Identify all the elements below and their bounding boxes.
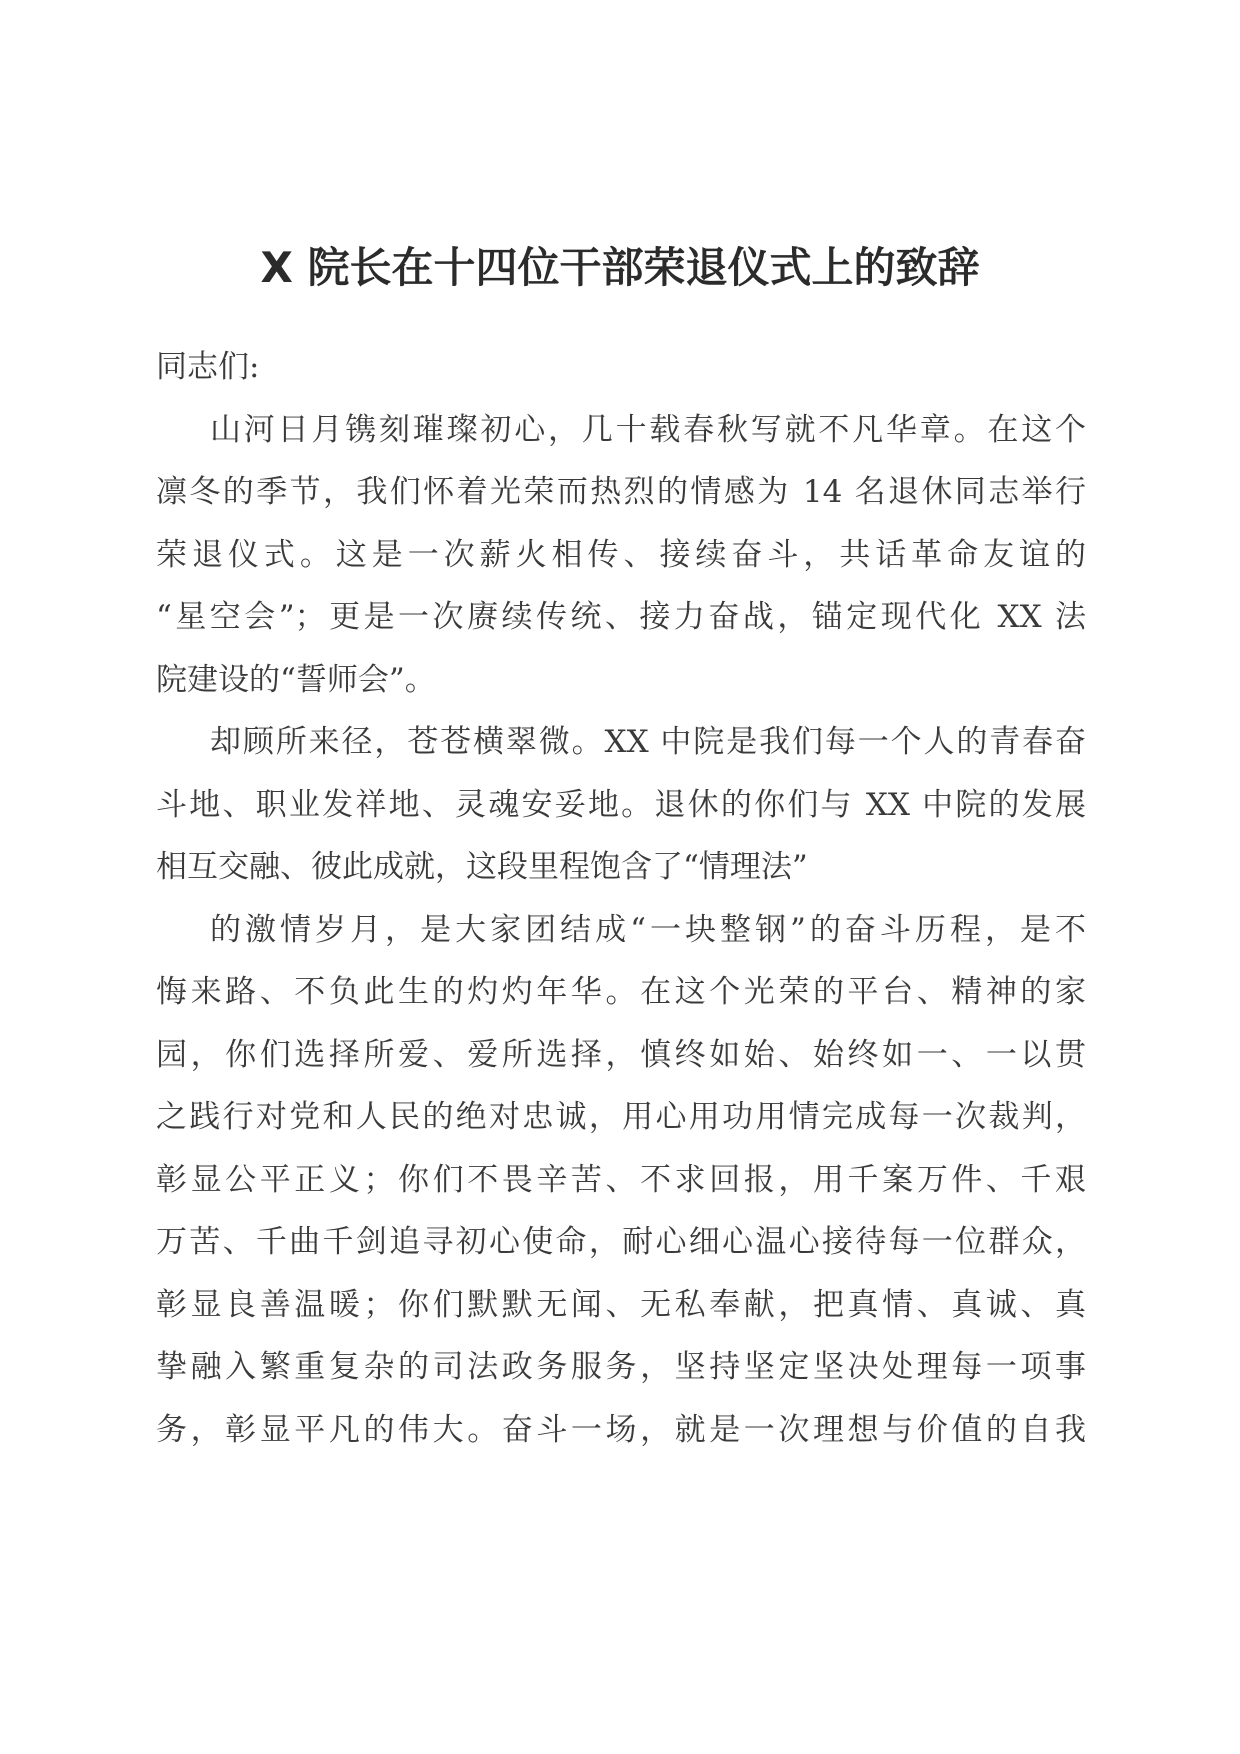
paragraph-line: 园，你们选择所爱、爱所选择，慎终如始、始终如一、一以贯 [156, 1036, 1086, 1073]
paragraph-line: 凛冬的季节，我们怀着光荣而热烈的情感为 14 名退休同志举行 [156, 474, 1086, 510]
document-title: X 院长在十四位干部荣退仪式上的致辞 [260, 243, 980, 292]
paragraph-line: 彰显公平正义；你们不畏辛苦、不求回报，用千案万件、千艰 [156, 1161, 1086, 1198]
salutation-line: 同志们: [156, 349, 260, 385]
paragraph-line: 斗地、职业发祥地、灵魂安妥地。退休的你们与 XX 中院的发展 [156, 786, 1086, 823]
paragraph-line: 挚融入繁重复杂的司法政务服务，坚持坚定坚决处理每一项事 [156, 1349, 1086, 1385]
paragraph-line: 悔来路、不负此生的灼灼年华。在这个光荣的平台、精神的家 [156, 974, 1086, 1010]
paragraph-line: 万苦、千曲千剑追寻初心使命，耐心细心温心接待每一位群众， [156, 1224, 1086, 1260]
document-body [156, 336, 1086, 1461]
paragraph-line: 院建设的“誓师会”。 [156, 661, 436, 698]
paragraph-line: 荣退仪式。这是一次薪火相传、接续奋斗，共话革命友谊的 [156, 536, 1086, 573]
paragraph-line: 却顾所来径，苍苍横翠微。XX 中院是我们每一个人的青春奋 [210, 724, 1086, 760]
paragraph-line: 之践行对党和人民的绝对忠诚，用心用功用情完成每一次裁判， [156, 1099, 1086, 1135]
paragraph-line: 彰显良善温暖；你们默默无闻、无私奉献，把真情、真诚、真 [156, 1286, 1086, 1323]
paragraph-line: 山河日月镌刻璀璨初心，几十载春秋写就不凡华章。在这个 [210, 411, 1086, 448]
paragraph-line: 相互交融、彼此成就，这段里程饱含了“情理法” [156, 849, 808, 885]
paragraph-line: “星空会”；更是一次赓续传统、接力奋战，锚定现代化 XX 法 [156, 599, 1086, 635]
paragraph-line: 的激情岁月，是大家团结成“一块整钢”的奋斗历程，是不 [210, 911, 1086, 948]
paragraph-line: 务，彰显平凡的伟大。奋斗一场，就是一次理想与价值的自我 [156, 1411, 1086, 1448]
